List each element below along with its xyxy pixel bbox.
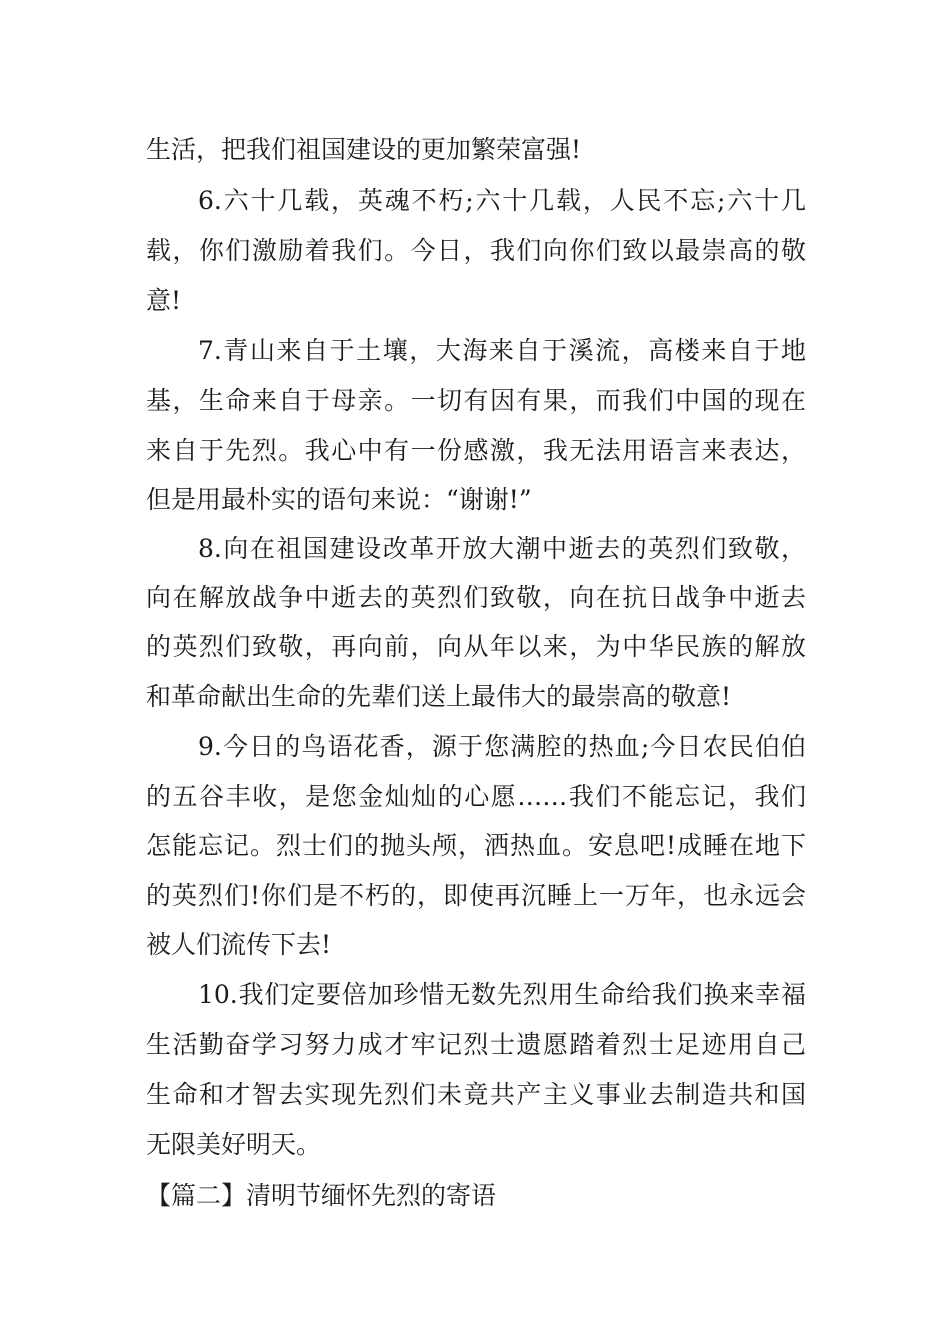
- paragraph-line: 10.我们定要倍加珍惜无数先烈用生命给我们换来幸福: [198, 980, 806, 1009]
- paragraph-line: 意!: [146, 286, 182, 315]
- paragraph-line: 被人们流传下去!: [146, 930, 332, 959]
- paragraph-line: 6.六十几载，英魂不朽;六十几载，人民不忘;六十几: [198, 186, 806, 215]
- paragraph-line: 来自于先烈。我心中有一份感激，我无法用语言来表达，: [146, 436, 806, 465]
- paragraph-line: 基，生命来自于母亲。一切有因有果，而我们中国的现在: [146, 386, 806, 415]
- paragraph-line: 向在解放战争中逝去的英烈们致敬，向在抗日战争中逝去: [146, 583, 806, 612]
- paragraph-line: 的英烈们!你们是不朽的，即使再沉睡上一万年，也永远会: [146, 881, 806, 910]
- section-heading: 【篇二】清明节缅怀先烈的寄语: [146, 1181, 497, 1210]
- paragraph-line: 生命和才智去实现先烈们未竟共产主义事业去制造共和国: [146, 1080, 806, 1109]
- paragraph-line: 但是用最朴实的语句来说：“谢谢!”: [146, 485, 532, 514]
- paragraph-line: 载，你们激励着我们。今日，我们向你们致以最崇高的敬: [146, 236, 806, 265]
- paragraph-line: 和革命献出生命的先辈们送上最伟大的最崇高的敬意!: [146, 682, 732, 711]
- paragraph-line: 7.青山来自于土壤，大海来自于溪流，高楼来自于地: [198, 336, 806, 365]
- paragraph-line: 的五谷丰收，是您金灿灿的心愿……我们不能忘记，我们: [146, 782, 806, 811]
- paragraph-line: 8.向在祖国建设改革开放大潮中逝去的英烈们致敬，: [198, 534, 806, 563]
- paragraph-line: 无限美好明天。: [146, 1130, 322, 1159]
- paragraph-line: 怎能忘记。烈士们的抛头颅，洒热血。安息吧!成睡在地下: [146, 831, 806, 860]
- paragraph-line: 生活，把我们祖国建设的更加繁荣富强!: [146, 135, 582, 164]
- paragraph-line: 的英烈们致敬，再向前，向从年以来，为中华民族的解放: [146, 632, 806, 661]
- paragraph-line: 9.今日的鸟语花香，源于您满腔的热血;今日农民伯伯: [198, 732, 806, 761]
- paragraph-line: 生活勤奋学习努力成才牢记烈士遗愿踏着烈士足迹用自己: [146, 1030, 806, 1059]
